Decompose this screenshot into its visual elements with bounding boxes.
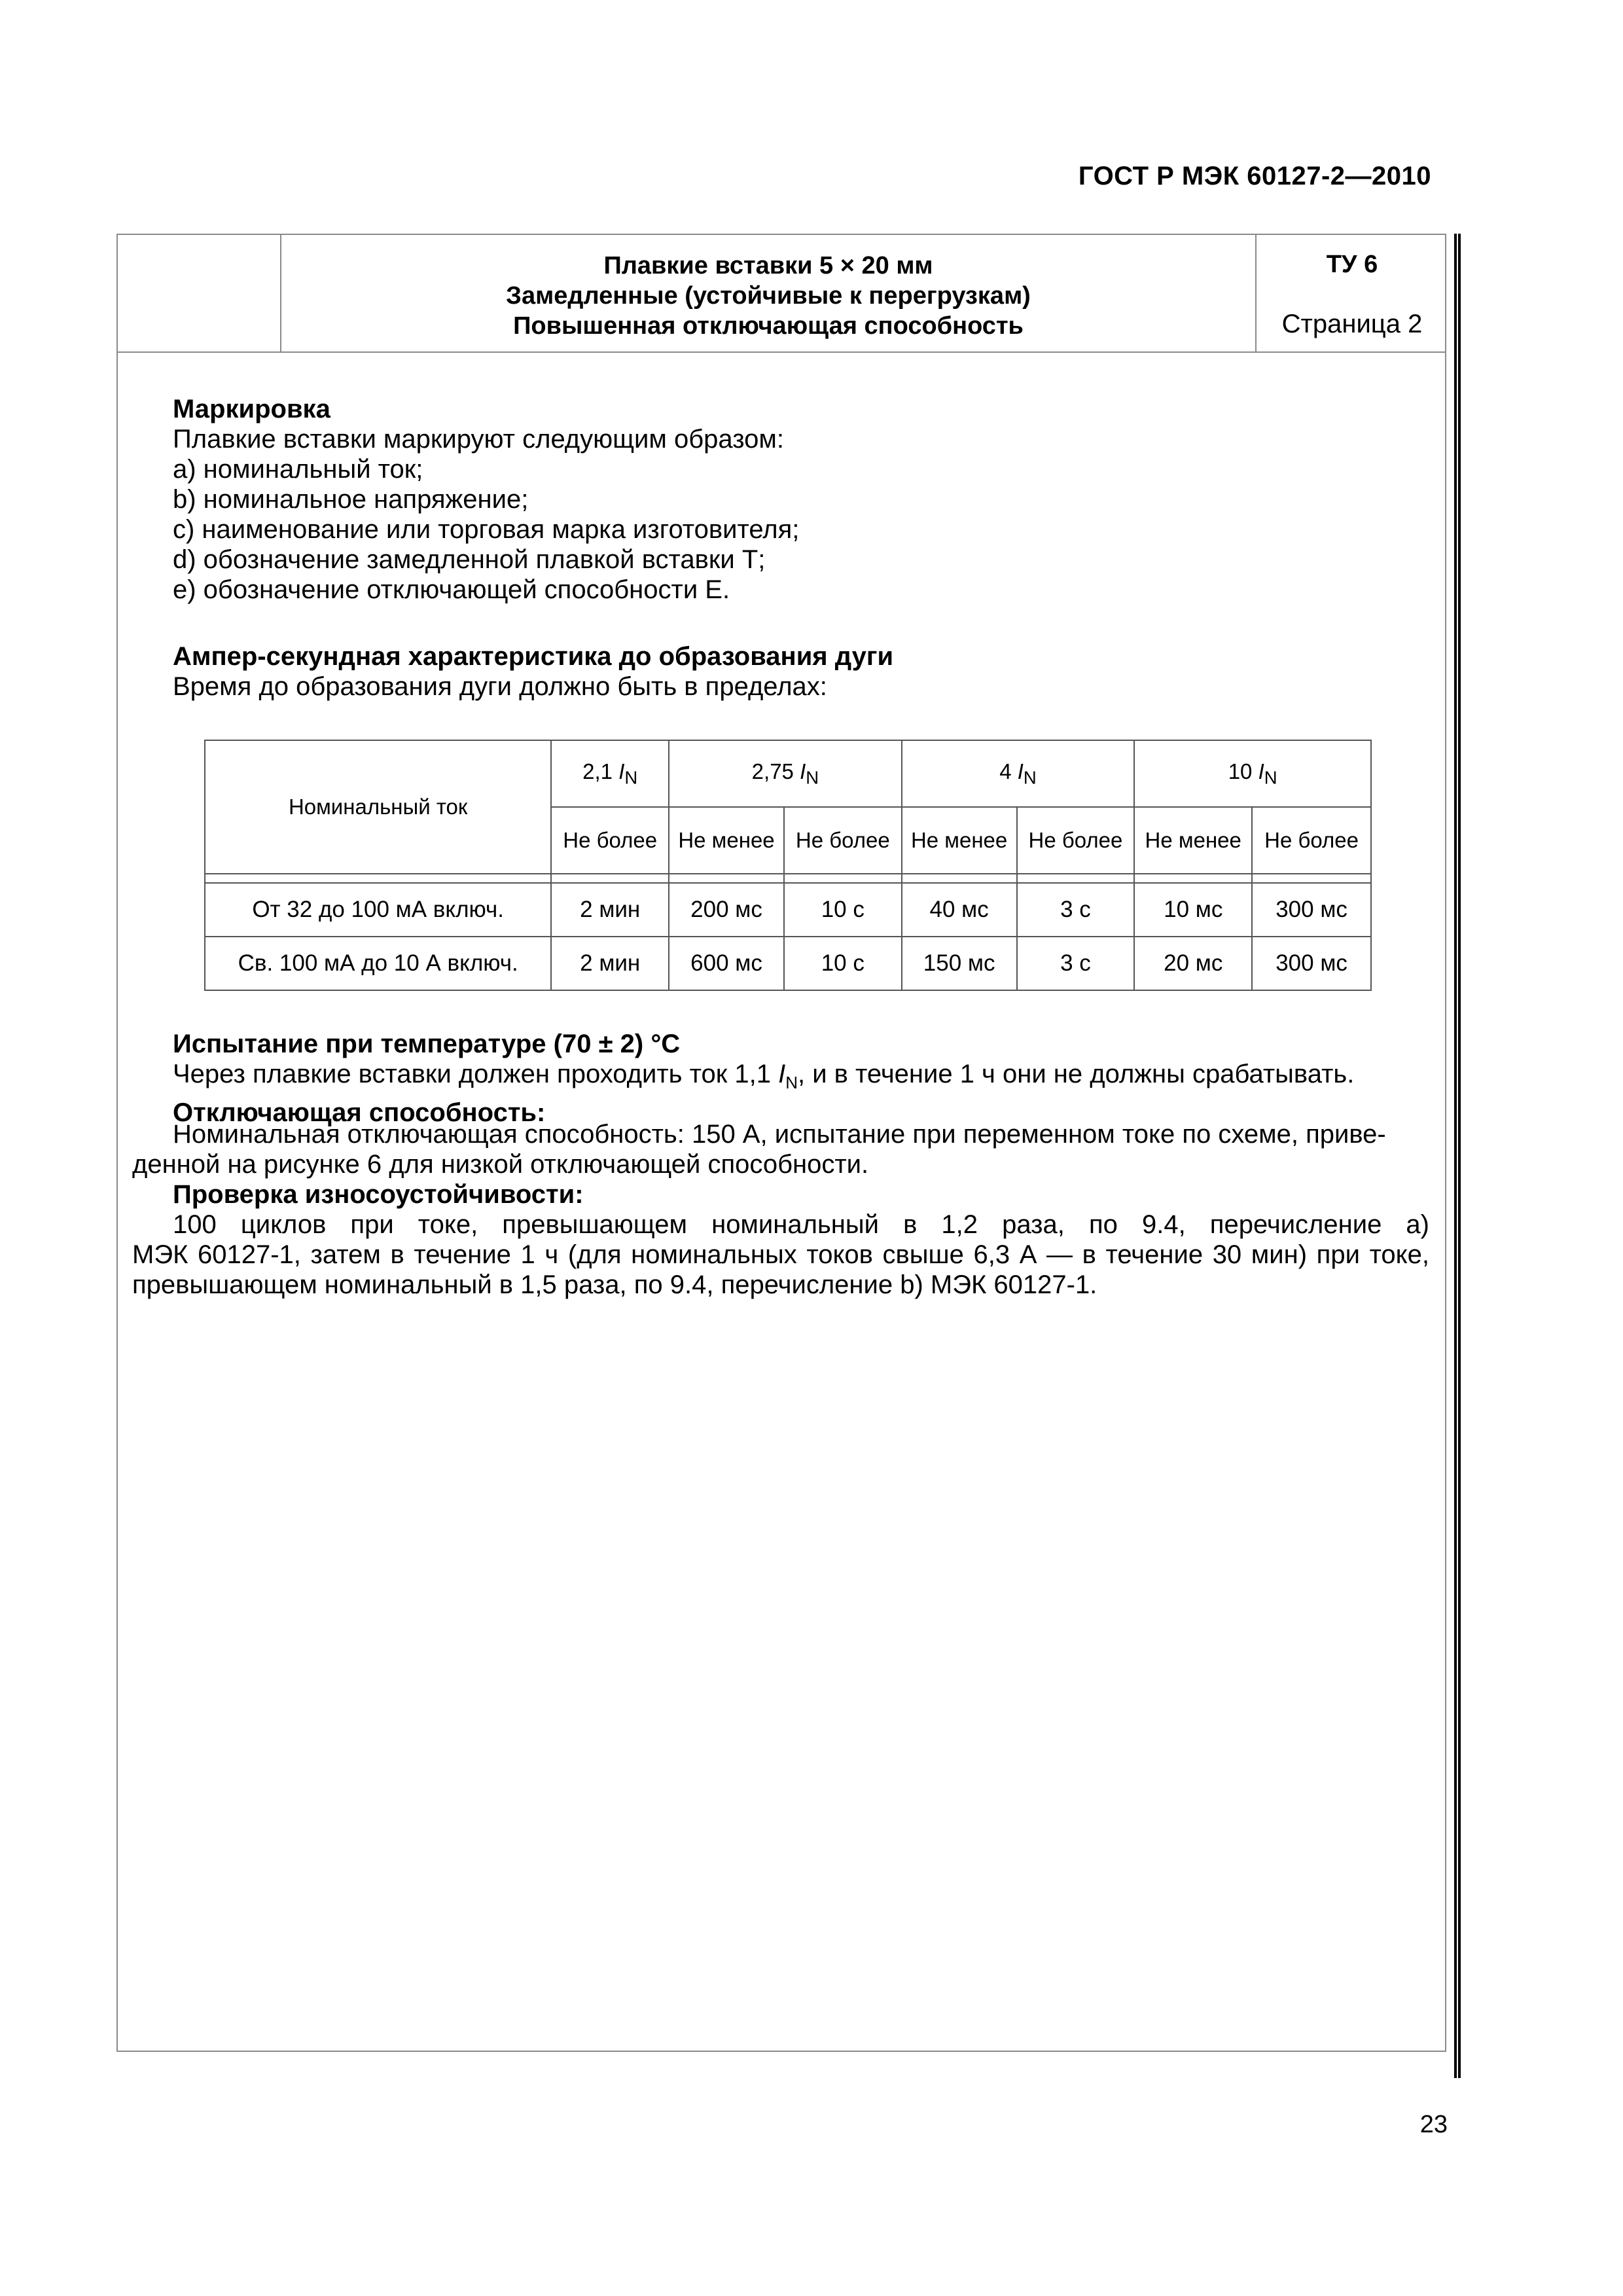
table-cell: 10 с xyxy=(784,937,902,990)
table-cell: 200 мс xyxy=(669,883,784,937)
marking-item: e) обозначение отключающей способности Е. xyxy=(173,575,730,604)
header-title-line3: Повышенная отключающая способность xyxy=(513,312,1024,340)
group-multiplier: 2,1 xyxy=(582,759,613,783)
marking-heading: Маркировка xyxy=(173,395,330,423)
group-header-2-75 xyxy=(669,740,902,807)
marking-intro: Плавкие вставки маркируют следующим образом: xyxy=(173,425,784,454)
table-cell: 10 с xyxy=(784,883,902,937)
table-cell: 600 мс xyxy=(669,937,784,990)
row-label: От 32 до 100 мА включ. xyxy=(205,883,551,937)
current-subscript: N xyxy=(806,767,819,788)
group-header-4 xyxy=(902,740,1135,807)
group-header-2-1 xyxy=(551,740,669,807)
marking-item: c) наименование или торговая марка изготовителя; xyxy=(173,515,800,544)
current-symbol: I xyxy=(1258,759,1264,783)
group-multiplier: 2,75 xyxy=(751,759,794,783)
marking-item: b) номинальное напряжение; xyxy=(173,485,529,514)
breaking-line2: денной на рисунке 6 для низкой отключающей способности. xyxy=(132,1150,869,1179)
endurance-line3: превышающем номинальный в 1,5 раза, по 9.4, перечисление b) МЭК 60127-1. xyxy=(132,1270,1097,1299)
table-cell: 40 мс xyxy=(902,883,1017,937)
endurance-line1: 100 циклов при токе, превышающем номинальный в 1,2 раза, по 9.4, перечисление a) xyxy=(173,1210,1429,1239)
table-gap-row xyxy=(205,874,1371,883)
header-title xyxy=(281,235,1257,351)
breaking-line1: Номинальная отключающая способность: 150 А, испытание при переменном токе по схеме, приве- xyxy=(173,1120,1386,1149)
header-tu: ТУ 6 xyxy=(1326,251,1378,278)
table-cell: 2 мин xyxy=(551,937,669,990)
current-symbol: I xyxy=(618,759,625,783)
double-margin-bar xyxy=(1454,234,1461,2078)
table-row xyxy=(205,883,1371,937)
temperature-test-text-a: Через плавкие вставки должен проходить ток 1,1 xyxy=(173,1060,779,1088)
table-row xyxy=(205,937,1371,990)
temperature-test-text xyxy=(173,1059,1354,1098)
endurance-heading: Проверка износоустойчивости: xyxy=(173,1180,584,1209)
arc-section xyxy=(173,641,893,702)
header-tu-cell xyxy=(1258,235,1446,351)
current-subscript: N xyxy=(785,1073,798,1092)
table-cell: 3 с xyxy=(1017,937,1135,990)
sub-header: Не менее xyxy=(902,807,1017,874)
table-cell: 300 мс xyxy=(1252,937,1371,990)
temperature-test-text-b: , и в течение 1 ч они не должны срабатывать. xyxy=(797,1060,1355,1088)
table-cell: 300 мс xyxy=(1252,883,1371,937)
arc-intro: Время до образования дуги должно быть в пределах: xyxy=(173,672,827,701)
current-symbol: I xyxy=(778,1060,786,1088)
row-header-cell xyxy=(205,740,551,874)
header-block xyxy=(118,235,1445,353)
endurance-line2: МЭК 60127-1, затем в течение 1 ч (для номинальных токов свыше 6,3 А — в течение 30 мин) при токе, xyxy=(132,1240,1429,1269)
arc-heading: Ампер-секундная характеристика до образования дуги xyxy=(173,642,894,671)
sub-header: Не более xyxy=(784,807,902,874)
prearcing-time-table xyxy=(204,740,1372,991)
page-number: 23 xyxy=(1419,2111,1448,2138)
table-cell: 2 мин xyxy=(551,883,669,937)
header-page: Страница 2 xyxy=(1281,310,1423,338)
document-code: ГОСТ Р МЭК 60127-2—2010 xyxy=(1078,162,1431,190)
current-subscript: N xyxy=(624,767,638,788)
current-subscript: N xyxy=(1264,767,1277,788)
sub-header: Не более xyxy=(1252,807,1371,874)
sub-header: Не более xyxy=(551,807,669,874)
table-cell: 150 мс xyxy=(902,937,1017,990)
temperature-test-section xyxy=(173,1029,1354,1128)
sub-header: Не менее xyxy=(669,807,784,874)
row-header-label: Номинальный ток xyxy=(288,795,468,819)
group-multiplier: 4 xyxy=(999,759,1012,783)
marking-item: d) обозначение замедленной плавкой вставки Т; xyxy=(173,545,766,574)
group-multiplier: 10 xyxy=(1228,759,1253,783)
table-cell: 20 мс xyxy=(1134,937,1252,990)
sub-header: Не более xyxy=(1017,807,1135,874)
header-title-line2: Замедленные (устойчивые к перегрузкам) xyxy=(506,282,1031,310)
breaking-heading: Отключающая способность: xyxy=(173,1098,546,1127)
table-cell: 10 мс xyxy=(1134,883,1252,937)
current-subscript: N xyxy=(1023,767,1037,788)
current-symbol: I xyxy=(800,759,806,783)
current-symbol: I xyxy=(1017,759,1024,783)
header-title-line1: Плавкие вставки 5 × 20 мм xyxy=(603,252,933,279)
marking-section xyxy=(173,394,799,605)
sub-header: Не менее xyxy=(1134,807,1252,874)
row-label: Св. 100 мА до 10 А включ. xyxy=(205,937,551,990)
temperature-test-heading: Испытание при температуре (70 ± 2) °С xyxy=(173,1030,681,1058)
table-cell: 3 с xyxy=(1017,883,1135,937)
group-header-10 xyxy=(1134,740,1371,807)
marking-item: a) номинальный ток; xyxy=(173,455,423,484)
header-blank-cell xyxy=(118,235,281,351)
